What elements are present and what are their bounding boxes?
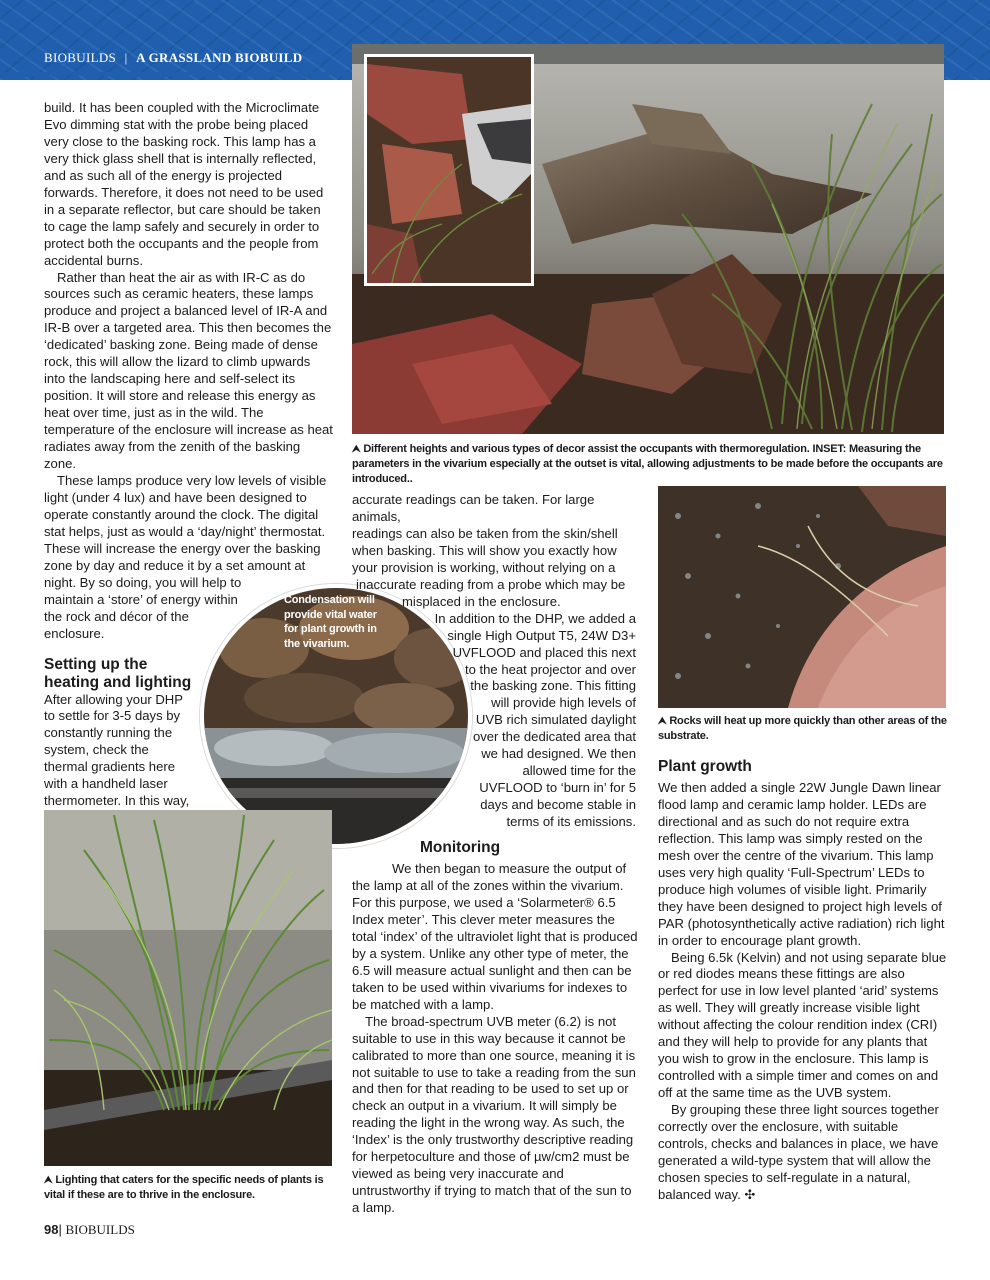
column-3 <box>658 758 948 1204</box>
text-line: stat helps, just as would a ‘day/night’ thermostat. <box>44 523 326 539</box>
col3-paragraph-3 <box>658 1102 948 1204</box>
running-header <box>44 50 302 66</box>
col2-paragraph-1 <box>352 492 642 611</box>
text-line: system, check the <box>44 742 149 758</box>
rocks-substrate-photo <box>658 486 946 708</box>
main-vivarium-photo <box>352 44 944 434</box>
text-line: to settle for 3-5 days by <box>44 708 181 724</box>
text-line: These lamps produce very low levels of visible <box>57 472 327 488</box>
text-line: readings can also be taken from the skin/shell <box>352 525 618 541</box>
header-title: A GRASSLAND BIOBUILD <box>136 50 303 65</box>
page-footer <box>44 1222 135 1238</box>
text-line: thermometer. In this way, <box>44 793 190 809</box>
col2-paragraph-4: The broad-spectrum UVB meter (6.2) is not suitable to use in this way because it cannot be calibrated to more than one source, meaning it is not suitable to use to take a reading from the sun and then for that reading to be used to set up or check an output in a vivarium. It will simply be reading the light in the wrong way. As such, the ‘Index’ is the only trustworthy descriptive reading for herpetoculture and those of µw/cm2 must be viewed as being very inaccurate and untrustworthy if trying to match that of the sun to a lamp. <box>352 1013 636 1216</box>
text-line: These will increase the energy over the basking <box>44 540 321 556</box>
text-line: inaccurate reading from a probe which may be <box>356 576 626 592</box>
col2-paragraph-2 <box>352 611 642 831</box>
col1-paragraph-2: Rather than heat the air as with IR-C as do sources such as ceramic heaters, these lamps produce and project a balanced level of IR-A and IR-B over a targeted area. This then becomes the ‘dedicated’ basking zone. Being made of dense rock, this will allow the lizard to climb upwards into the landscaping here and self-select its position. It will store and release this energy as heat over time, just as in the wild. The temperature of the enclosure will increase as heat radiates away from the zenith of the basking zone. <box>44 269 333 472</box>
text-line: will provide high levels of <box>491 695 636 711</box>
grass-caption-text: Lighting that caters for the specific needs of plants is vital if these are to thrive in the enclosure. <box>44 1174 324 1201</box>
text-line: light (under 4 lux) and have been designed to <box>44 489 307 505</box>
main-photo-caption <box>352 442 952 487</box>
heading-plant-growth: Plant growth <box>658 758 752 775</box>
text-line: the rock and décor of the <box>44 608 189 624</box>
text-line: thermal gradients here <box>44 759 176 775</box>
caption-arrow-icon: ⮝ <box>44 1175 53 1186</box>
text-line: UVFLOOD and placed this next <box>452 644 636 660</box>
text-line: over the dedicated area that <box>472 729 636 745</box>
text-line: night. By so doing, you will help to <box>44 574 242 590</box>
grass-photo-graphic <box>44 810 332 1166</box>
text-line: terms of its emissions. <box>506 814 636 830</box>
rocks-caption-text: Rocks will heat up more quickly than other areas of the substrate. <box>658 715 947 742</box>
heading-monitoring: Monitoring <box>420 839 501 857</box>
circle-caption-text: Condensation will provide vital water for plant growth in the vivarium. <box>284 594 377 650</box>
text-line: when basking. This will show you exactly how <box>352 542 617 558</box>
col1-paragraph-1: build. It has been coupled with the Microclimate Evo dimming stat with the probe being placed very close to the basking rock. This lamp has a very thick glass shell that is internally reflected, and as such all of the energy is projected forwards. Therefore, it does not need to be used in a separate reflector, but care should be taken to cage the lamp safely and securely in order to protect both the occupants and the people from accidental burns. <box>44 100 324 268</box>
grass-plants-photo <box>44 810 332 1166</box>
text-line: allowed time for the <box>522 763 636 779</box>
heading-setting-up: Setting up the heating and lighting <box>44 655 192 691</box>
grass-photo-caption <box>44 1173 344 1203</box>
rocks-photo-graphic <box>658 486 946 708</box>
column-2 <box>352 492 642 1217</box>
text-line: your provision is working, without relying on a <box>352 559 616 575</box>
text-line: enclosure. <box>44 625 105 641</box>
text-line: with a handheld laser <box>44 776 168 792</box>
text-line: maintain a ‘store’ of energy within <box>44 591 238 607</box>
text-line: the basking zone. This fitting <box>470 678 636 694</box>
col3-paragraph-1: We then added a single 22W Jungle Dawn linear flood lamp and ceramic lamp holder. LEDs are directional and as such do not require extra reflection. This lamp was simply rested on the mesh over the centre of the vivarium. This lamp uses very high quality ‘Full-Spectrum’ LEDs to produce high volumes of visible light. Primarily they have been designed to project high levels of PAR (photosynthetically active radiation) rich light in order to encourage plant growth. <box>658 780 945 948</box>
end-mark-icon: ✣ <box>744 1186 756 1202</box>
text-line: UVB rich simulated daylight <box>475 712 636 728</box>
text-line: misplaced in the enclosure. <box>402 593 561 609</box>
header-section: BIOBUILDS <box>44 50 117 65</box>
text-line: to the heat projector and over <box>464 661 636 677</box>
text-line: operate constantly around the clock. The digital <box>44 506 319 522</box>
page-number: 98 <box>44 1222 59 1237</box>
text-line: accurate readings can be taken. For large animals, <box>352 492 595 524</box>
col3-paragraph-3-text: By grouping these three light sources together correctly over the enclosure, with suitable controls, checks and balances in place, we have generated a wild-type system that will allow the chosen species to self-regulate in a natural, balanced way. <box>658 1102 939 1202</box>
caption-arrow-icon: ⮝ <box>658 716 667 727</box>
col3-paragraph-2: Being 6.5k (Kelvin) and not using separate blue or red diodes means these fittings are also perfect for use in low level planted ‘arid’ systems as well. They will greatly increase visible light without affecting the colour rendition index (CRI) and they will help to provide for any plants that you wish to grow in the enclosure. This lamp is controlled with a simple timer and comes on and off at the same time as the UVB system. <box>658 949 947 1101</box>
main-photo-graphic <box>352 44 944 434</box>
text-line: zone by day and reduce it by a set amount at <box>44 557 306 573</box>
text-line: days and become stable in <box>480 797 636 813</box>
header-separator: | <box>124 50 128 65</box>
footer-separator: | <box>58 1222 62 1237</box>
text-line: we had designed. We then <box>481 746 636 762</box>
text-line: UVFLOOD to ‘burn in’ for 5 <box>479 780 636 796</box>
col2-paragraph-3: We then began to measure the output of the lamp at all of the zones within the vivarium. For this purpose, we used a ‘Solarmeter® 6.5 Index meter’. This clever meter measures the total ‘index’ of the ultraviolet light that is produced by a system. Unlike any other type of meter, the 6.5 will measure actual sunlight and then can be taken to be used within vivariums for indexes to be matched with a lamp. <box>352 861 638 1012</box>
rocks-photo-caption <box>658 714 948 744</box>
text-line: In addition to the DHP, we added a <box>434 610 636 626</box>
text-line: constantly running the <box>44 725 173 741</box>
footer-section: BIOBUILDS <box>65 1222 135 1237</box>
text-line: single High Output T5, 24W D3+ <box>447 627 636 643</box>
text-line: After allowing your DHP <box>44 691 183 707</box>
caption-arrow-icon: ⮝ <box>352 444 361 455</box>
main-caption-text: Different heights and various types of decor assist the occupants with thermoregulation. INSET: Measuring the parameters in the vivarium especially at the outset is vital, allowing adjustments to be made before the occupants are introduced.. <box>352 443 943 485</box>
